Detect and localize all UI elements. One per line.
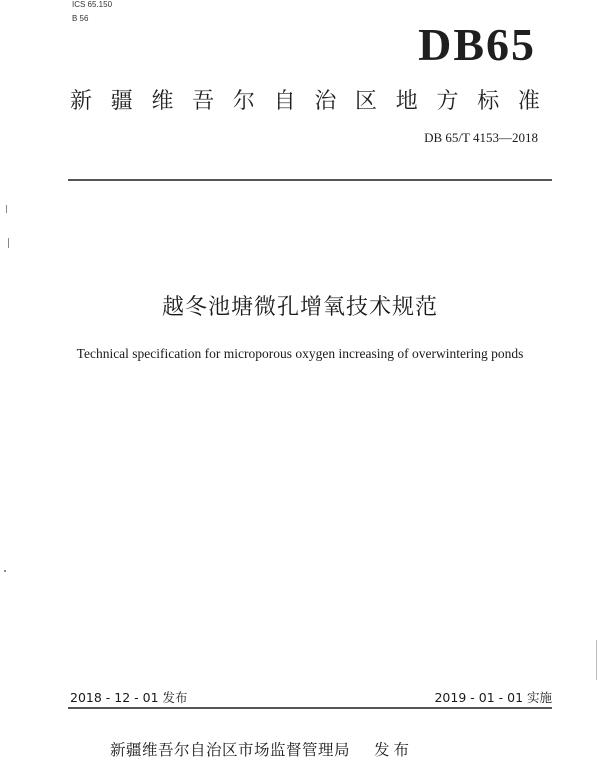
level-char: 自: [273, 89, 296, 114]
level-char: 维: [151, 89, 174, 114]
level-char: 准: [517, 89, 540, 114]
issue-date: 2018 - 12 - 01 发布: [70, 690, 188, 705]
level-char: 标: [477, 89, 500, 114]
level-char: 方: [436, 89, 459, 114]
level-char: 吾: [192, 89, 215, 114]
title-english: Technical specification for microporous oxygen increasing of overwintering ponds: [76, 346, 524, 361]
level-char: 新: [70, 89, 93, 114]
ics-code: ICS 65.150: [72, 0, 113, 9]
top-divider: [68, 179, 552, 181]
publisher-name: 新疆维吾尔自治区市场监督管理局: [110, 741, 351, 759]
level-char: 区: [355, 89, 378, 114]
publisher-line: [110, 738, 413, 760]
ccs-code: B 56: [72, 14, 89, 23]
implementation-date: 2019 - 01 - 01 实施: [434, 690, 552, 705]
level-char: 尔: [232, 89, 255, 114]
publisher-suffix: 发布: [374, 741, 414, 759]
bottom-divider: [68, 707, 552, 709]
scan-speck: [6, 205, 7, 213]
scan-speck: [8, 238, 9, 248]
level-char: 疆: [110, 89, 133, 114]
title-chinese: 越冬池塘微孔增氧技术规范: [161, 295, 438, 320]
scan-edge: [596, 640, 597, 680]
standard-number: DB 65/T 4153—2018: [424, 130, 538, 145]
standard-level-title: [70, 84, 540, 115]
level-char: 治: [314, 89, 337, 114]
level-char: 地: [395, 89, 418, 114]
standard-logo: DB65: [418, 19, 536, 70]
scan-speck: [4, 570, 6, 572]
